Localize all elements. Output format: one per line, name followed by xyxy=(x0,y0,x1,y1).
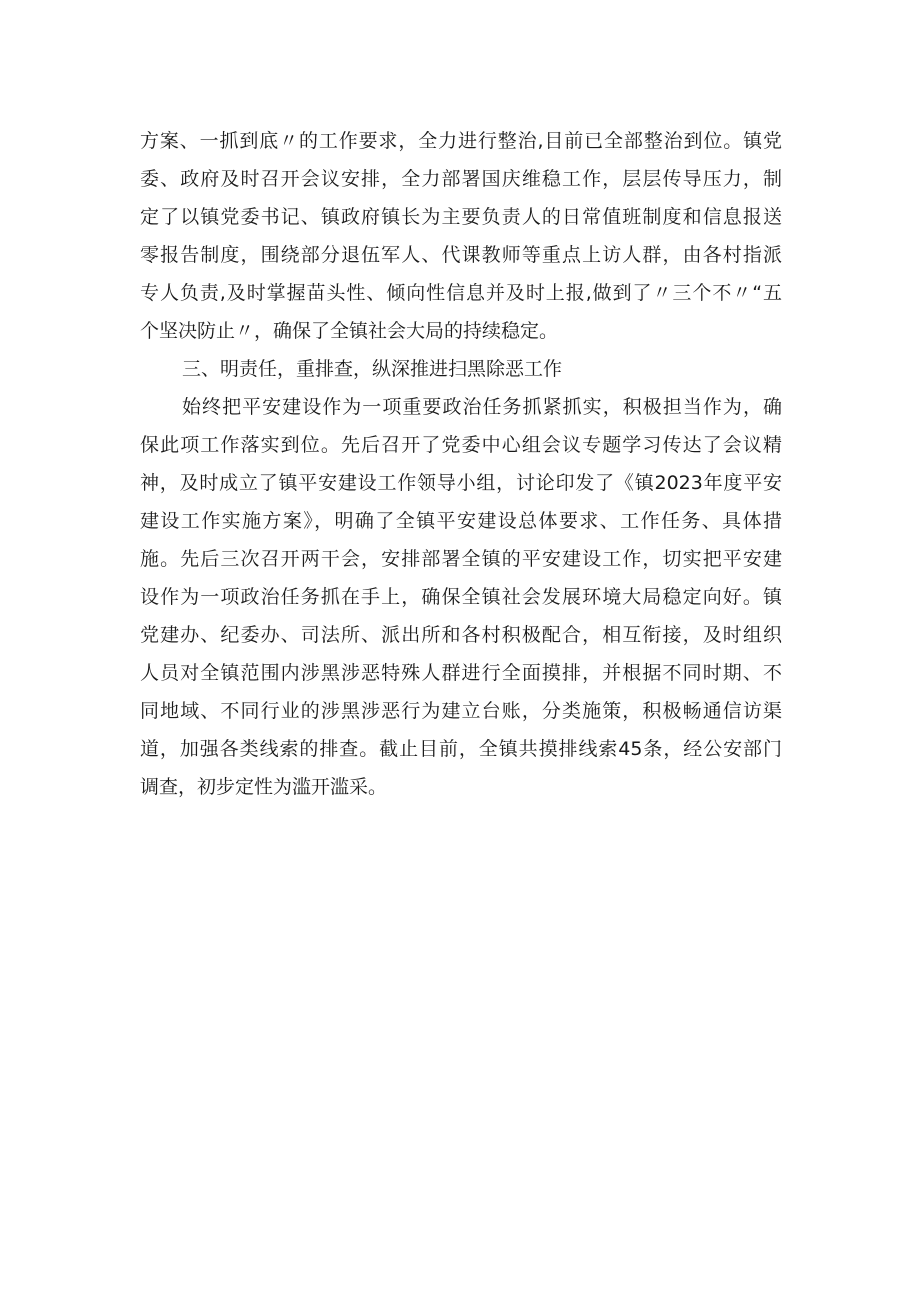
paragraph-2-line-10: 道，加强各类线索的排查。截止目前，全镇共摸排线索45条，经公安部门 xyxy=(140,738,782,760)
paragraph-2-line-3: 神，及时成立了镇平安建设工作领导小组，讨论印发了《镇2023年度平安 xyxy=(140,472,782,494)
paragraph-2-line-5: 施。先后三次召开两干会，安排部署全镇的平安建设工作，切实把平安建 xyxy=(140,548,782,570)
paragraph-1-line-5: 专人负责,及时掌握苗头性、倾向性信息并及时上报,做到了〃三个不〃“五 xyxy=(140,282,782,304)
document-body xyxy=(140,122,782,806)
paragraph-2-line-4: 建设工作实施方案》，明确了全镇平安建设总体要求、工作任务、具体措 xyxy=(140,510,782,532)
section-heading-3: 三、明责任，重排查，纵深推进扫黑除恶工作 xyxy=(182,358,563,380)
paragraph-2-line-6: 设作为一项政治任务抓在手上，确保全镇社会发展环境大局稳定向好。镇 xyxy=(140,586,782,608)
paragraph-1-line-4: 零报告制度，围绕部分退伍军人、代课教师等重点上访人群，由各村指派 xyxy=(140,244,782,266)
paragraph-2-line-11: 调查，初步定性为滥开滥采。 xyxy=(140,776,388,798)
paragraph-2-line-7: 党建办、纪委办、司法所、派出所和各村积极配合，相互衔接，及时组织 xyxy=(140,624,782,646)
paragraph-1-line-1: 方案、一抓到底〃的工作要求，全力进行整治,目前已全部整治到位。镇党 xyxy=(140,130,782,152)
paragraph-2-line-9: 同地域、不同行业的涉黑涉恶行为建立台账，分类施策，积极畅通信访渠 xyxy=(140,700,782,722)
paragraph-1-line-3: 定了以镇党委书记、镇政府镇长为主要负责人的日常值班制度和信息报送 xyxy=(140,206,782,228)
paragraph-1-line-6: 个坚决防止〃，确保了全镇社会大局的持续稳定。 xyxy=(140,320,559,342)
paragraph-1-line-2: 委、政府及时召开会议安排，全力部署国庆维稳工作，层层传导压力，制 xyxy=(140,168,782,190)
paragraph-2-line-2: 保此项工作落实到位。先后召开了党委中心组会议专题学习传达了会议精 xyxy=(140,434,782,456)
paragraph-2-line-8: 人员对全镇范围内涉黑涉恶特殊人群进行全面摸排，并根据不同时期、不 xyxy=(140,662,782,684)
paragraph-2-line-1: 始终把平安建设作为一项重要政治任务抓紧抓实，积极担当作为，确 xyxy=(182,396,782,418)
